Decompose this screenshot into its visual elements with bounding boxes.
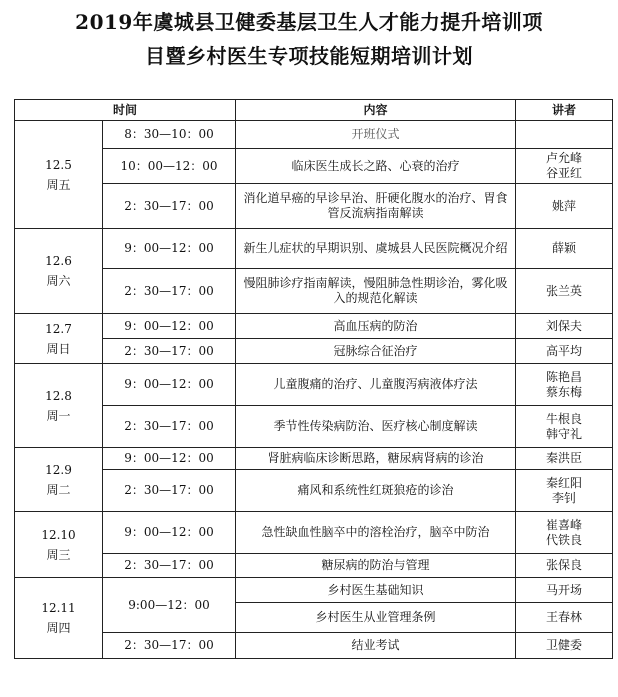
speaker-cell: 秦红阳 李钊 <box>516 470 613 512</box>
day-date: 12.11 <box>41 601 76 615</box>
speaker-cell <box>516 121 613 149</box>
content-cell: 消化道早癌的早诊早治、肝硬化腹水的治疗、胃食管反流病指南解读 <box>236 184 516 229</box>
speaker-cell: 张保良 <box>516 554 613 578</box>
content-cell: 高血压病的防治 <box>236 314 516 339</box>
content-cell: 结业考试 <box>236 633 516 659</box>
content-cell: 冠脉综合征治疗 <box>236 339 516 364</box>
content-cell: 急性缺血性脑卒中的溶栓治疗，脑卒中防治 <box>236 512 516 554</box>
time-cell: 9：00—12：00 <box>103 448 236 470</box>
table-row <box>15 470 613 512</box>
header-speaker: 讲者 <box>516 100 613 121</box>
page-title-line-2: 目暨乡村医生专项技能短期培训计划 <box>145 44 473 68</box>
speaker-cell: 薛颖 <box>516 229 613 269</box>
table-row <box>15 149 613 184</box>
content-cell: 儿童腹痛的治疗、儿童腹泻病液体疗法 <box>236 364 516 406</box>
speaker-cell: 卢允峰 谷亚红 <box>516 149 613 184</box>
time-cell: 2：30—17：00 <box>103 470 236 512</box>
content-cell: 开班仪式 <box>236 121 516 149</box>
day-weekday: 周五 <box>46 177 71 192</box>
day-weekday: 周三 <box>46 547 71 562</box>
table-row <box>15 364 613 406</box>
day-weekday: 周四 <box>46 621 71 635</box>
speaker-cell: 陈艳昌 蔡东梅 <box>516 364 613 406</box>
day-cell <box>15 364 103 448</box>
content-cell: 痛风和系统性红斑狼疮的诊治 <box>236 470 516 512</box>
day-cell <box>15 512 103 578</box>
day-date: 12.6 <box>45 254 72 268</box>
speaker-cell: 牛根良 韩守礼 <box>516 406 613 448</box>
speaker-cell: 秦洪臣 <box>516 448 613 470</box>
table-row <box>15 512 613 554</box>
time-cell: 9：00—12：00 <box>103 314 236 339</box>
content-cell: 新生儿症状的早期识别、虞城县人民医院概况介绍 <box>236 229 516 269</box>
time-cell: 2：30—17：00 <box>103 554 236 578</box>
table-row <box>15 339 613 364</box>
speaker-cell: 姚萍 <box>516 184 613 229</box>
schedule-table <box>14 99 613 659</box>
time-cell: 9：00—12：00 <box>103 512 236 554</box>
table-row <box>15 229 613 269</box>
day-weekday: 周二 <box>46 482 71 497</box>
time-cell: 2：30—17：00 <box>103 269 236 314</box>
time-cell: 9：00—12：00 <box>103 364 236 406</box>
table-row <box>15 269 613 314</box>
day-weekday: 周六 <box>46 274 71 288</box>
speaker-cell: 王春林 <box>516 603 613 633</box>
speaker-cell: 张兰英 <box>516 269 613 314</box>
schedule-body <box>15 121 613 659</box>
content-cell: 临床医生成长之路、心衰的治疗 <box>236 149 516 184</box>
content-cell: 乡村医生从业管理条例 <box>236 603 516 633</box>
time-cell: 10：00—12：00 <box>103 149 236 184</box>
day-date: 12.10 <box>41 527 76 542</box>
day-cell <box>15 314 103 364</box>
speaker-cell: 崔喜峰 代铁良 <box>516 512 613 554</box>
day-weekday: 周一 <box>46 408 71 423</box>
header-content: 内容 <box>236 100 516 121</box>
time-cell: 9：00—12：00 <box>103 229 236 269</box>
table-row <box>15 554 613 578</box>
speaker-cell: 卫健委 <box>516 633 613 659</box>
content-cell: 肾脏病临床诊断思路，糖尿病肾病的诊治 <box>236 448 516 470</box>
table-row <box>15 121 613 149</box>
day-cell <box>15 578 103 659</box>
content-cell: 慢阻肺诊疗指南解读，慢阻肺急性期诊治，雾化吸入的规范化解读 <box>236 269 516 314</box>
day-cell <box>15 121 103 229</box>
time-cell: 8：30—10：00 <box>103 121 236 149</box>
content-cell: 乡村医生基础知识 <box>236 578 516 603</box>
day-date: 12.5 <box>45 157 72 172</box>
day-weekday: 周日 <box>46 341 71 356</box>
speaker-cell: 马开场 <box>516 578 613 603</box>
time-cell: 2：30—17：00 <box>103 406 236 448</box>
speaker-cell: 高平均 <box>516 339 613 364</box>
day-date: 12.8 <box>45 388 72 403</box>
day-cell <box>15 448 103 512</box>
page-title-line-1: 2019年虞城县卫健委基层卫生人才能力提升培训项 <box>75 10 543 34</box>
time-cell: 9:00—12：00 <box>103 578 236 633</box>
table-row <box>15 578 613 603</box>
table-row <box>15 314 613 339</box>
table-row <box>15 448 613 470</box>
time-cell: 2：30—17：00 <box>103 633 236 659</box>
time-cell: 2：30—17：00 <box>103 339 236 364</box>
table-row <box>15 406 613 448</box>
day-cell <box>15 229 103 314</box>
speaker-cell: 刘保夫 <box>516 314 613 339</box>
table-row <box>15 184 613 229</box>
day-date: 12.7 <box>45 321 72 336</box>
content-cell: 糖尿病的防治与管理 <box>236 554 516 578</box>
content-cell: 季节性传染病防治、医疗核心制度解读 <box>236 406 516 448</box>
table-header-row <box>15 100 613 121</box>
time-cell: 2：30—17：00 <box>103 184 236 229</box>
table-row <box>15 633 613 659</box>
header-time: 时间 <box>15 100 236 121</box>
day-date: 12.9 <box>45 462 72 477</box>
